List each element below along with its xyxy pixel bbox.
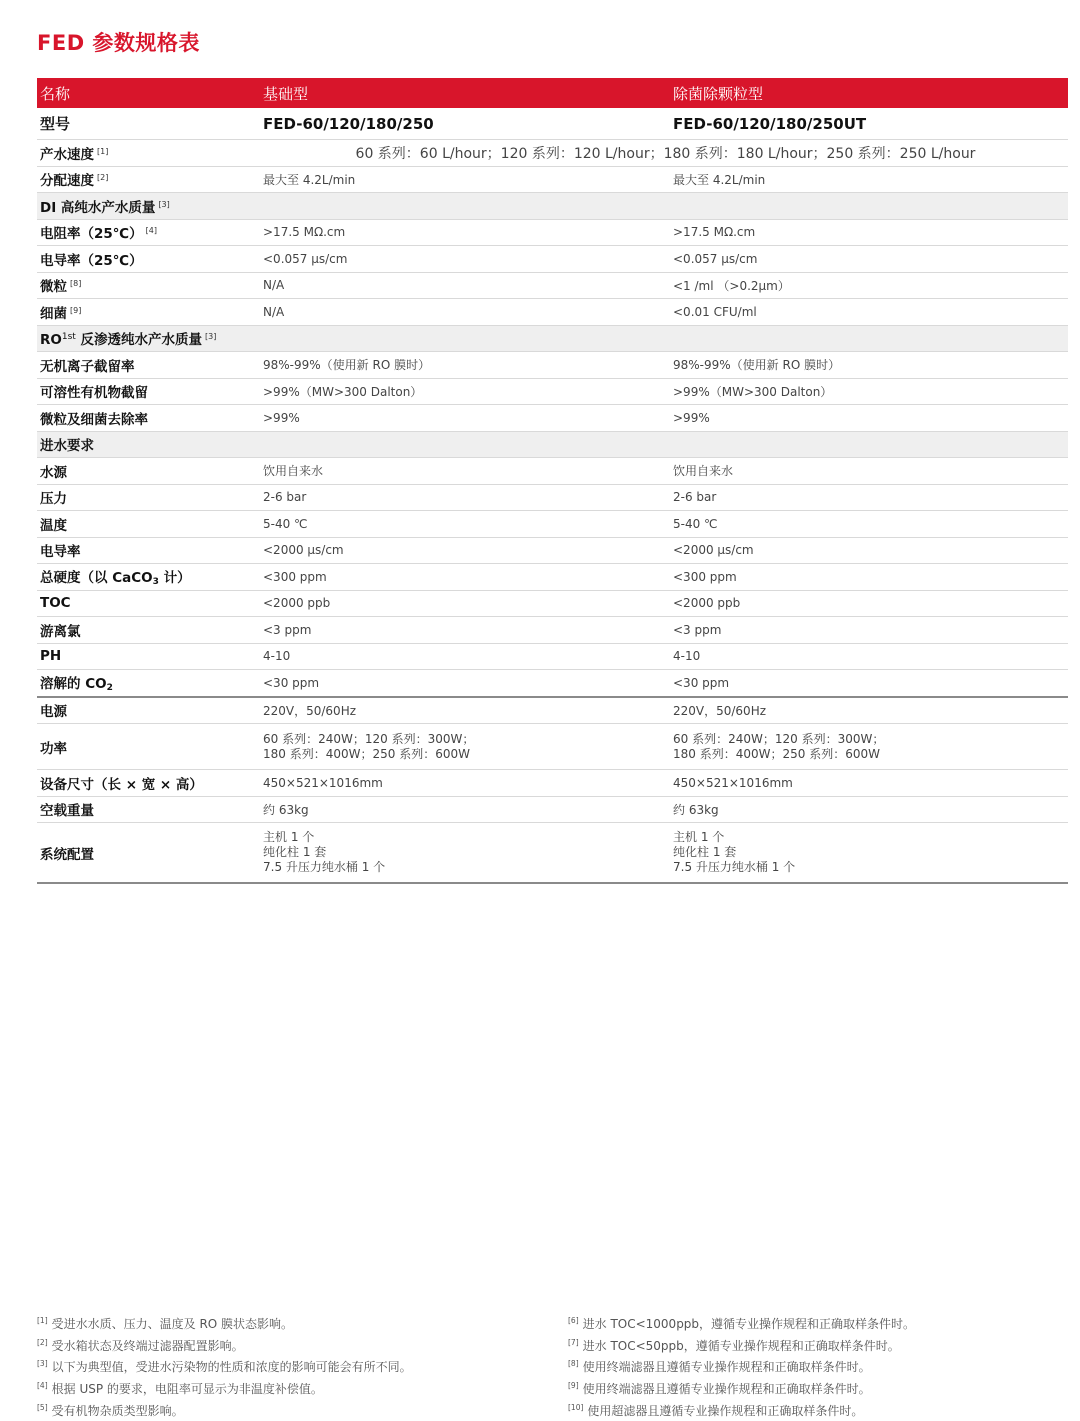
spec-table bbox=[37, 78, 1068, 884]
table-row bbox=[37, 590, 1068, 617]
value-basic: 450×521×1016mm bbox=[260, 770, 670, 797]
page-title: FED 参数规格表 bbox=[37, 31, 200, 55]
row-label: 微粒 [8] bbox=[37, 272, 260, 299]
row-label: 温度 bbox=[37, 511, 260, 538]
footnotes-left bbox=[37, 1312, 412, 1421]
table-row bbox=[37, 823, 1068, 884]
header-ut: 除菌除颗粒型 bbox=[670, 78, 1068, 108]
value-ut: 最大至 4.2L/min bbox=[670, 166, 1068, 193]
table-row bbox=[37, 458, 1068, 485]
flow-value: 60 系列：60 L/hour；120 系列：120 L/hour；180 系列：180 L/hour；250 系列：250 L/hour bbox=[260, 140, 1068, 167]
row-label: 设备尺寸（长 × 宽 × 高） bbox=[37, 770, 260, 797]
table-row bbox=[37, 246, 1068, 273]
row-label: 电导率（25℃） bbox=[37, 246, 260, 273]
table-row bbox=[37, 670, 1068, 697]
footnote: [6] 进水 TOC<1000ppb，遵循专业操作规程和正确取样条件时。 bbox=[568, 1316, 916, 1331]
section-row-feed bbox=[37, 431, 1068, 458]
value-basic: N/A bbox=[260, 272, 670, 299]
value-basic: <300 ppm bbox=[260, 564, 670, 591]
row-label: 无机离子截留率 bbox=[37, 352, 260, 379]
value-ut: 60 系列：240W；120 系列：300W； 180 系列：400W；250 系列：600W bbox=[670, 724, 1068, 770]
section-row-ro bbox=[37, 325, 1068, 352]
flow-row bbox=[37, 140, 1068, 167]
footnote: [1] 受进水水质、压力、温度及 RO 膜状态影响。 bbox=[37, 1316, 294, 1331]
row-label: 微粒及细菌去除率 bbox=[37, 405, 260, 432]
section-label: DI 高纯水产水质量 [3] bbox=[37, 193, 260, 220]
table-row bbox=[37, 511, 1068, 538]
section-label: 进水要求 bbox=[37, 431, 260, 458]
value-ut: 98%-99%（使用新 RO 膜时） bbox=[670, 352, 1068, 379]
value-basic: 饮用自来水 bbox=[260, 458, 670, 485]
value-basic: 60 系列：240W；120 系列：300W； 180 系列：400W；250 系列：600W bbox=[260, 724, 670, 770]
row-label: 水源 bbox=[37, 458, 260, 485]
table-header-row bbox=[37, 78, 1068, 108]
value-ut: <0.01 CFU/ml bbox=[670, 299, 1068, 326]
value-ut: 主机 1 个 纯化柱 1 套 7.5 升压力纯水桶 1 个 bbox=[670, 823, 1068, 884]
value-ut: 2-6 bar bbox=[670, 484, 1068, 511]
value-ut: <1 /ml （>0.2µm） bbox=[670, 272, 1068, 299]
value-basic: >99% bbox=[260, 405, 670, 432]
value-ut: 450×521×1016mm bbox=[670, 770, 1068, 797]
table-row bbox=[37, 484, 1068, 511]
row-label: 产水速度 [1] bbox=[37, 140, 260, 167]
footnote-mark: [3] bbox=[205, 332, 217, 342]
row-label: 型号 bbox=[37, 108, 260, 140]
value-basic: 主机 1 个 纯化柱 1 套 7.5 升压力纯水桶 1 个 bbox=[260, 823, 670, 884]
value-ut: <300 ppm bbox=[670, 564, 1068, 591]
model-ut: FED-60/120/180/250UT bbox=[670, 108, 1068, 140]
footnote-mark: [2] bbox=[97, 173, 109, 183]
value-ut: 4-10 bbox=[670, 643, 1068, 670]
value-ut: 约 63kg bbox=[670, 796, 1068, 823]
row-label: 电导率 bbox=[37, 537, 260, 564]
value-basic: >17.5 MΩ.cm bbox=[260, 219, 670, 246]
section-label: $RO^{1st}$ 反渗透纯水产水质量 [3] bbox=[37, 325, 260, 352]
table-row bbox=[37, 352, 1068, 379]
footnote: [10] 使用超滤器且遵循专业操作规程和正确取样条件时。 bbox=[568, 1402, 864, 1418]
row-label: 功率 bbox=[37, 724, 260, 770]
value-ut: <2000 ppb bbox=[670, 590, 1068, 617]
table-row bbox=[37, 299, 1068, 326]
table-row bbox=[37, 537, 1068, 564]
row-label: 系统配置 bbox=[37, 823, 260, 884]
value-basic: >99%（MW>300 Dalton） bbox=[260, 378, 670, 405]
row-label: 压力 bbox=[37, 484, 260, 511]
table-row bbox=[37, 564, 1068, 591]
value-ut: >99% bbox=[670, 405, 1068, 432]
table-row bbox=[37, 697, 1068, 724]
value-basic: 5-40 ℃ bbox=[260, 511, 670, 538]
table-row bbox=[37, 643, 1068, 670]
value-basic: N/A bbox=[260, 299, 670, 326]
value-ut: >17.5 MΩ.cm bbox=[670, 219, 1068, 246]
row-label: 游离氯 bbox=[37, 617, 260, 644]
value-basic: 4-10 bbox=[260, 643, 670, 670]
footnotes-right bbox=[568, 1312, 915, 1421]
row-label: PH bbox=[37, 643, 260, 670]
row-label: 分配速度 [2] bbox=[37, 166, 260, 193]
table-row bbox=[37, 272, 1068, 299]
footnote: [8] 使用终端滤器且遵循专业操作规程和正确取样条件时。 bbox=[568, 1359, 871, 1375]
value-basic: 最大至 4.2L/min bbox=[260, 166, 670, 193]
table-row bbox=[37, 617, 1068, 644]
footnote: [2] 受水箱状态及终端过滤器配置影响。 bbox=[37, 1337, 244, 1353]
value-basic: 98%-99%（使用新 RO 膜时） bbox=[260, 352, 670, 379]
section-row-di bbox=[37, 193, 1068, 220]
value-basic: <0.057 µs/cm bbox=[260, 246, 670, 273]
value-ut: 220V，50/60Hz bbox=[670, 697, 1068, 724]
value-basic: <2000 ppb bbox=[260, 590, 670, 617]
row-label: 电阻率（25℃） [4] bbox=[37, 219, 260, 246]
footnote-mark: [8] bbox=[70, 279, 82, 289]
value-basic: 220V，50/60Hz bbox=[260, 697, 670, 724]
value-ut: >99%（MW>300 Dalton） bbox=[670, 378, 1068, 405]
value-ut: <0.057 µs/cm bbox=[670, 246, 1068, 273]
footnote-mark: [4] bbox=[145, 226, 157, 236]
footnote: [7] 进水 TOC<50ppb，遵循专业操作规程和正确取样条件时。 bbox=[568, 1337, 900, 1353]
footnote-mark: [3] bbox=[158, 199, 170, 209]
header-name: 名称 bbox=[37, 78, 260, 108]
row-label: 总硬度（以 CaCO$_3$ 计） bbox=[37, 564, 260, 591]
footnote-mark: [9] bbox=[70, 305, 82, 315]
footnote: [5] 受有机物杂质类型影响。 bbox=[37, 1402, 184, 1418]
table-row bbox=[37, 770, 1068, 797]
table-row bbox=[37, 405, 1068, 432]
row-label: 细菌 [9] bbox=[37, 299, 260, 326]
value-ut: <2000 µs/cm bbox=[670, 537, 1068, 564]
dispense-row bbox=[37, 166, 1068, 193]
footnote: [9] 使用终端滤器且遵循专业操作规程和正确取样条件时。 bbox=[568, 1381, 871, 1397]
value-basic: 2-6 bar bbox=[260, 484, 670, 511]
value-basic: <3 ppm bbox=[260, 617, 670, 644]
value-basic: <30 ppm bbox=[260, 670, 670, 697]
footnote: [4] 根据 USP 的要求，电阻率可显示为非温度补偿值。 bbox=[37, 1381, 323, 1397]
value-ut: <3 ppm bbox=[670, 617, 1068, 644]
table-row bbox=[37, 378, 1068, 405]
table-row bbox=[37, 724, 1068, 770]
row-label: TOC bbox=[37, 590, 260, 617]
row-label: 溶解的 $CO_2$ bbox=[37, 670, 260, 697]
value-ut: 5-40 ℃ bbox=[670, 511, 1068, 538]
value-basic: <2000 µs/cm bbox=[260, 537, 670, 564]
footnote: [3] 以下为典型值，受进水污染物的性质和浓度的影响可能会有所不同。 bbox=[37, 1359, 412, 1375]
model-basic: FED-60/120/180/250 bbox=[260, 108, 670, 140]
footnote-mark: [1] bbox=[97, 146, 109, 156]
model-row bbox=[37, 108, 1068, 140]
value-ut: <30 ppm bbox=[670, 670, 1068, 697]
header-basic: 基础型 bbox=[260, 78, 670, 108]
row-label: 电源 bbox=[37, 697, 260, 724]
row-label: 可溶性有机物截留 bbox=[37, 378, 260, 405]
table-row bbox=[37, 219, 1068, 246]
row-label: 空载重量 bbox=[37, 796, 260, 823]
table-row bbox=[37, 796, 1068, 823]
value-ut: 饮用自来水 bbox=[670, 458, 1068, 485]
value-basic: 约 63kg bbox=[260, 796, 670, 823]
